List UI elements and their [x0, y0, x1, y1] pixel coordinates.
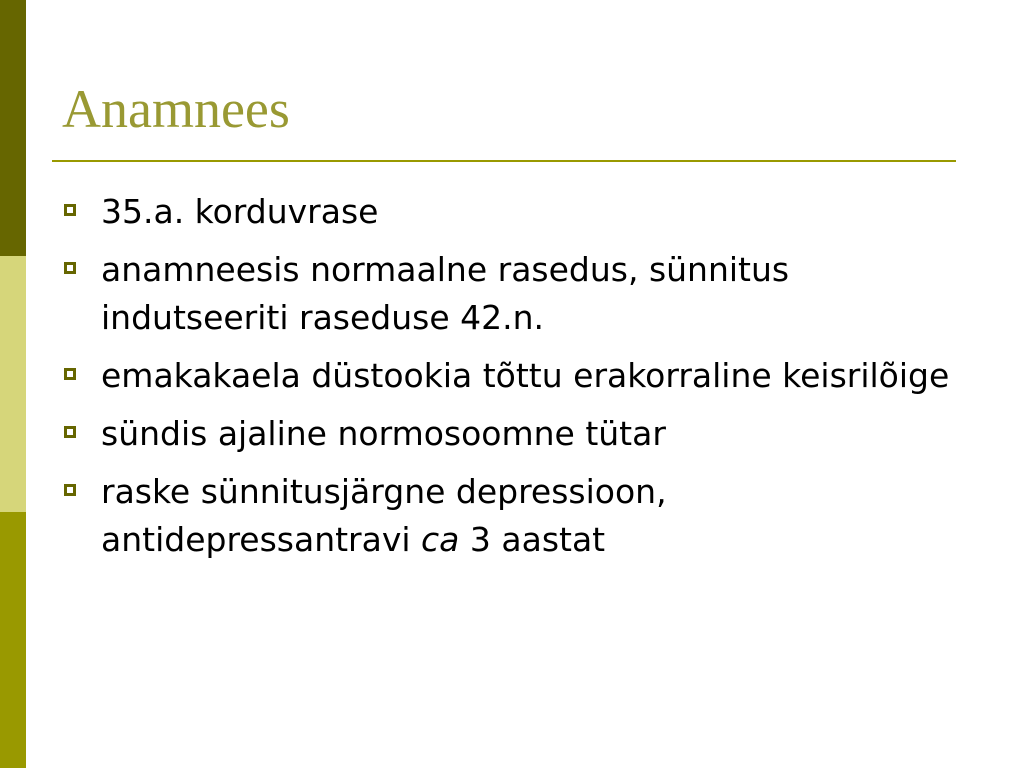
bullet-item: [64, 410, 964, 458]
square-bullet-icon: [64, 426, 76, 438]
bullet-text: anamneesis normaalne rasedus, sünnitus indutseeriti raseduse 42.n.: [101, 250, 790, 337]
bullet-item: [64, 352, 964, 400]
slide-title: Anamnees: [62, 79, 290, 139]
bullet-text-italic: ca: [421, 520, 460, 559]
bullet-item: [64, 468, 964, 564]
bullet-text: sündis ajaline normosoomne tütar: [101, 414, 666, 453]
side-bar-middle: [0, 256, 26, 512]
bullet-item: [64, 246, 964, 342]
square-bullet-icon: [64, 204, 76, 216]
side-bar-top: [0, 0, 26, 256]
title-divider: [52, 160, 956, 162]
side-bar-bottom: [0, 512, 26, 768]
square-bullet-icon: [64, 368, 76, 380]
bullet-item: [64, 188, 964, 236]
bullet-text: 3 aastat: [459, 520, 606, 559]
bullet-text: 35.a. korduvrase: [101, 192, 379, 231]
bullet-text: emakakaela düstookia tõttu erakorraline keisrilõige: [101, 356, 950, 395]
bullet-text: raske sünnitusjärgne depressioon, antidepressantravi: [101, 472, 667, 559]
square-bullet-icon: [64, 484, 76, 496]
square-bullet-icon: [64, 262, 76, 274]
bullet-list: [64, 188, 964, 574]
